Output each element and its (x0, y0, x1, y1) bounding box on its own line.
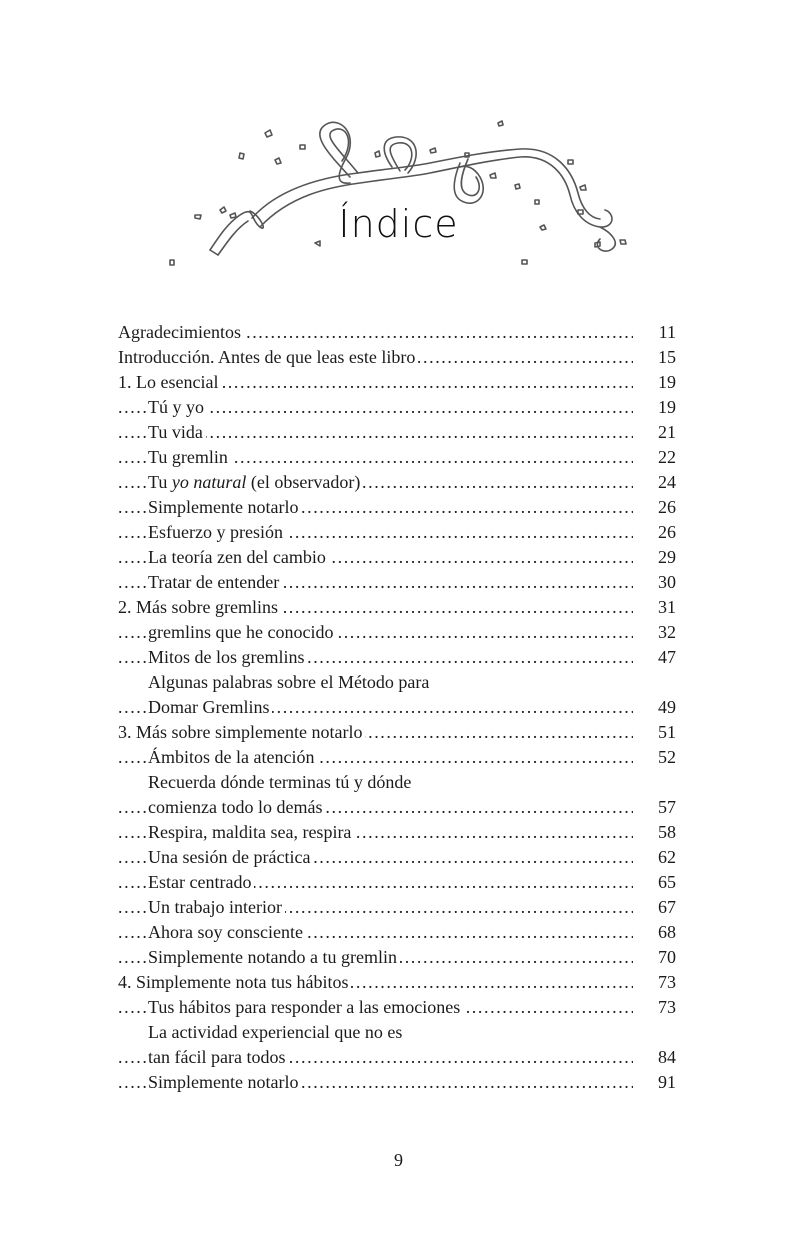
toc-entry-page: 58 (658, 820, 676, 845)
toc-entry (118, 795, 678, 820)
toc-entry-label: Recuerda dónde terminas tú y dónde (148, 772, 414, 792)
toc-entry-page: 57 (658, 795, 676, 820)
toc-entry-label: tan fácil para todos (148, 1047, 288, 1067)
toc-entry (118, 895, 678, 920)
toc-entry-page: 24 (658, 470, 676, 495)
toc-entry (118, 645, 678, 670)
toc-entry-page: 21 (658, 420, 676, 445)
toc-entry-page: 26 (658, 495, 676, 520)
toc-entry-label-emphasis: yo natural (171, 472, 247, 492)
ribbon-confetti-ornament (160, 115, 640, 275)
toc-entry-label: Ámbitos de la atención (148, 747, 317, 767)
toc-entry-label-part: Tu (148, 472, 172, 492)
toc-entry-page: 29 (658, 545, 676, 570)
toc-entry (118, 820, 678, 845)
toc-entry (118, 445, 678, 470)
toc-entry (118, 1020, 678, 1045)
toc-entry-label: 4. Simplemente nota tus hábitos (118, 972, 351, 992)
toc-entry-label: gremlins que he conocido (148, 622, 336, 642)
toc-entry-page: 47 (658, 645, 676, 670)
toc-entry (118, 995, 678, 1020)
toc-entry-label: Agradecimientos (118, 322, 244, 342)
toc-entry-page: 49 (658, 695, 676, 720)
toc-entry-label: Domar Gremlins (148, 697, 272, 717)
toc-entry-label: Introducción. Antes de que leas este libro (118, 347, 418, 367)
toc-entry-label: Tratar de entender (148, 572, 282, 592)
toc-entry-page: 11 (659, 320, 676, 345)
toc-entry-label: Estar centrado (148, 872, 254, 892)
toc-entry-page: 31 (658, 595, 676, 620)
toc-entry-page: 84 (658, 1045, 676, 1070)
toc-entry-page: 19 (658, 370, 676, 395)
toc-entry-label: Respira, maldita sea, respira (148, 822, 354, 842)
toc-entry-label: La actividad experiencial que no es (148, 1022, 405, 1042)
toc-entry (118, 370, 678, 395)
toc-entry (118, 1070, 678, 1095)
toc-entry-label: Simplemente notarlo (148, 497, 301, 517)
toc-entry-label: Un trabajo interior (148, 897, 285, 917)
toc-entry (118, 720, 678, 745)
toc-entry (118, 745, 678, 770)
toc-entry-label: Simplemente notarlo (148, 1072, 301, 1092)
toc-entry-page: 67 (658, 895, 676, 920)
toc-entry (118, 595, 678, 620)
toc-entry (118, 420, 678, 445)
page-number: 9 (394, 1150, 403, 1170)
toc-entry (118, 845, 678, 870)
toc-entry (118, 570, 678, 595)
toc-entry (118, 520, 678, 545)
toc-entry-page: 73 (658, 995, 676, 1020)
toc-entry (118, 620, 678, 645)
toc-entry-label: 1. Lo esencial (118, 372, 221, 392)
toc-entry-label: Simplemente notando a tu gremlin (148, 947, 400, 967)
toc-entry-label-part: (el observador) (246, 472, 361, 492)
toc-entry-page: 51 (658, 720, 676, 745)
toc-entry-label: comienza todo lo demás (148, 797, 325, 817)
toc-entry (118, 970, 678, 995)
toc-entry-page: 19 (658, 395, 676, 420)
toc-entry-page: 73 (658, 970, 676, 995)
toc-entry-page: 65 (658, 870, 676, 895)
toc-entry-page: 68 (658, 920, 676, 945)
toc-entry (118, 470, 678, 495)
toc-entry-page: 52 (658, 745, 676, 770)
toc-entry-label: Tu vida (148, 422, 206, 442)
toc-entry-label: 3. Más sobre simplemente notarlo (118, 722, 365, 742)
toc-entry-label: Esfuerzo y presión (148, 522, 286, 542)
toc-entry (118, 545, 678, 570)
toc-entry-label: Algunas palabras sobre el Método para (148, 672, 432, 692)
toc-entry (118, 695, 678, 720)
toc-entry-label: Tus hábitos para responder a las emociones (148, 997, 463, 1017)
toc-entry-page: 30 (658, 570, 676, 595)
toc-entry (118, 395, 678, 420)
toc-entry (118, 670, 678, 695)
toc-entry-label (148, 472, 363, 492)
toc-entry-label: Mitos de los gremlins (148, 647, 308, 667)
toc-entry-page: 15 (658, 345, 676, 370)
toc-entry (118, 1045, 678, 1070)
toc-entry-label: Ahora soy consciente (148, 922, 306, 942)
toc-entry-label: Tú y yo (148, 397, 207, 417)
toc-entry-page: 22 (658, 445, 676, 470)
toc-entry-page: 70 (658, 945, 676, 970)
toc-entry (118, 770, 678, 795)
toc-entry-label: Tu gremlin (148, 447, 231, 467)
toc-entry (118, 345, 678, 370)
toc-entry (118, 870, 678, 895)
toc-entry (118, 320, 678, 345)
toc-entry (118, 495, 678, 520)
toc-entry-label: Una sesión de práctica (148, 847, 313, 867)
toc-entry (118, 920, 678, 945)
table-of-contents (118, 320, 678, 1095)
toc-entry-page: 32 (658, 620, 676, 645)
toc-entry-page: 62 (658, 845, 676, 870)
toc-entry-label: La teoría zen del cambio (148, 547, 329, 567)
toc-entry-label: 2. Más sobre gremlins (118, 597, 281, 617)
toc-entry-page: 91 (658, 1070, 676, 1095)
toc-entry (118, 945, 678, 970)
page-title: Índice (338, 202, 459, 246)
toc-entry-page: 26 (658, 520, 676, 545)
